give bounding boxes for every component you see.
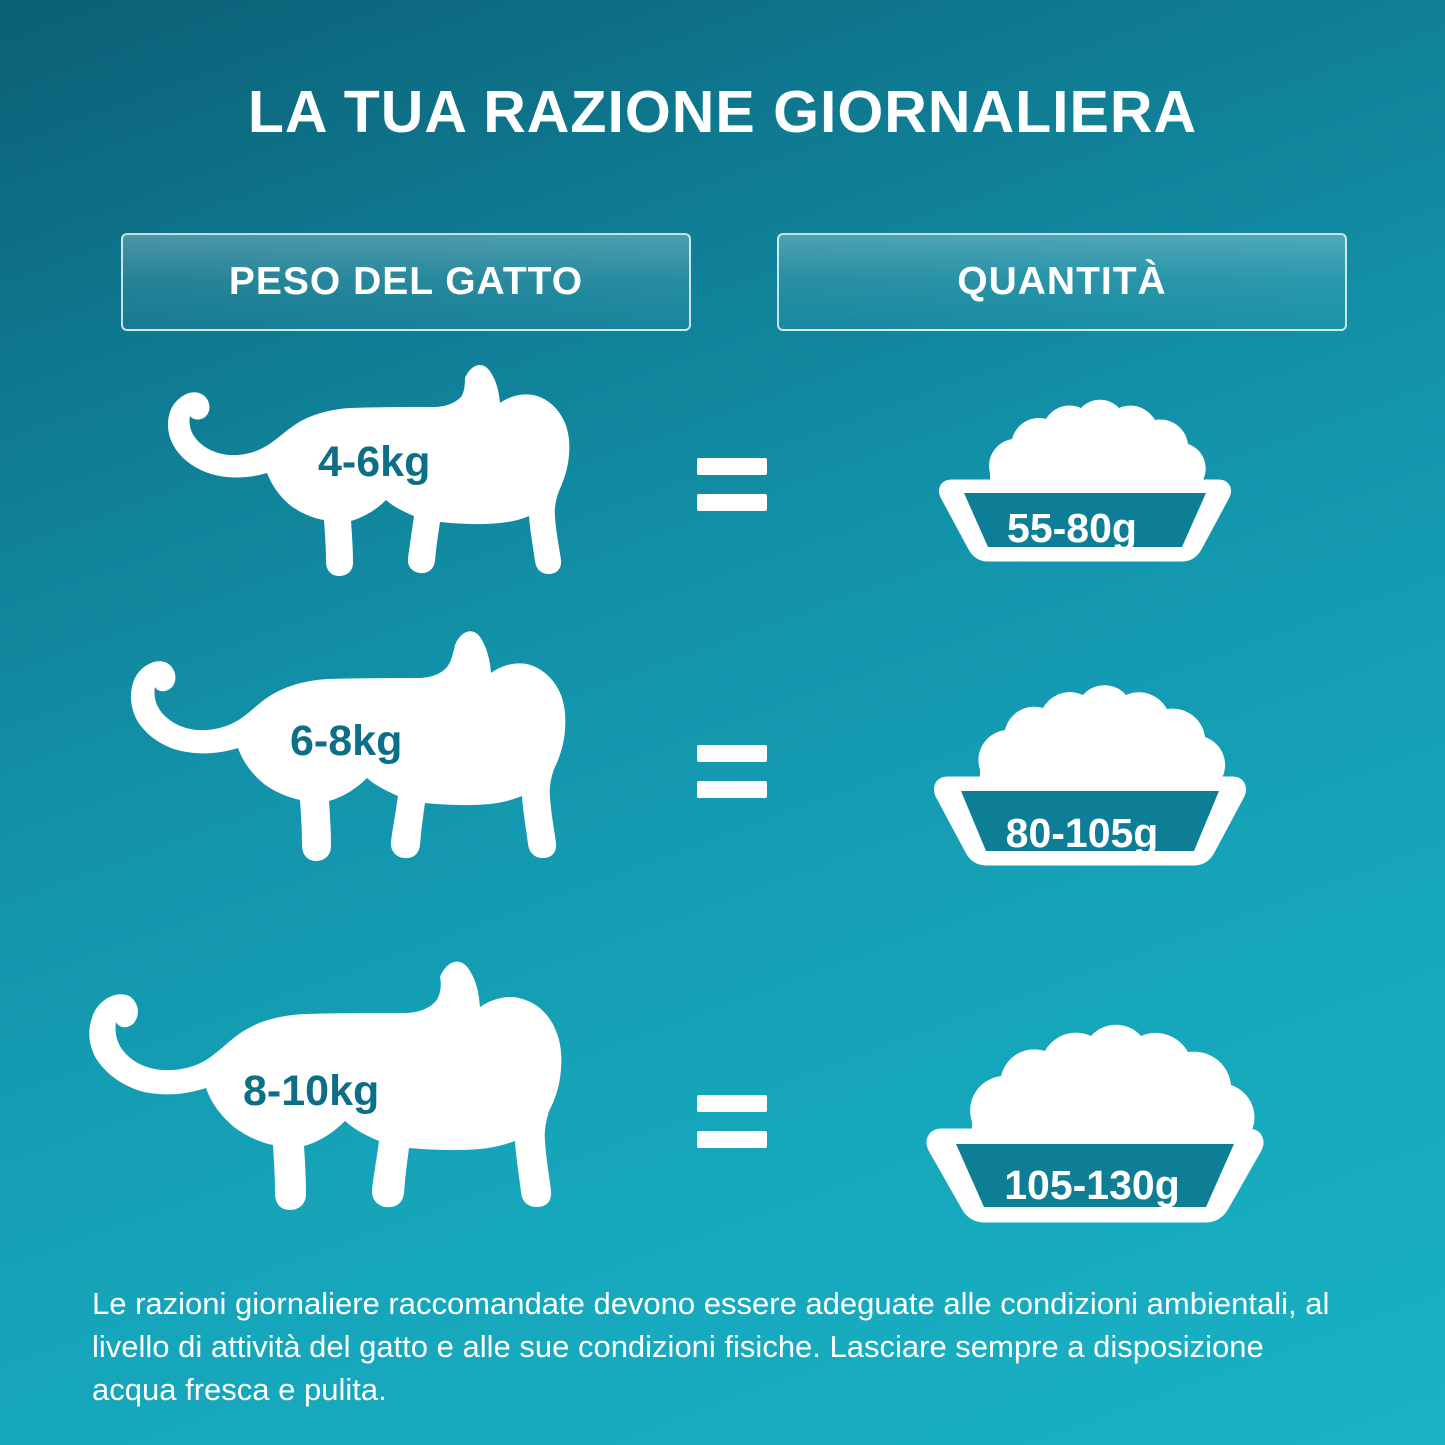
column-header-weight: PESO DEL GATTO bbox=[121, 233, 691, 331]
amount-label: 105-130g bbox=[1004, 1162, 1180, 1208]
food-bowl-icon bbox=[860, 670, 1300, 885]
table-header-row bbox=[0, 233, 1445, 327]
table-row bbox=[0, 625, 1445, 875]
equals-sign bbox=[697, 458, 767, 511]
equals-sign bbox=[697, 745, 767, 798]
food-bowl-icon bbox=[860, 1010, 1320, 1240]
equals-sign bbox=[697, 1095, 767, 1148]
table-row bbox=[0, 955, 1445, 1208]
column-header-amount: QUANTITÀ bbox=[777, 233, 1347, 331]
equals-bar-top bbox=[697, 745, 767, 762]
amount-label: 80-105g bbox=[1005, 810, 1159, 856]
equals-bar-bottom bbox=[697, 494, 767, 511]
cat-weight-label: 8-10kg bbox=[243, 1067, 380, 1115]
equals-bar-top bbox=[697, 458, 767, 475]
equals-bar-bottom bbox=[697, 1131, 767, 1148]
cat-weight-label: 4-6kg bbox=[318, 438, 431, 486]
equals-bar-bottom bbox=[697, 781, 767, 798]
footnote-text: Le razioni giornaliere raccomandate devono essere adeguate alle condizioni ambientali, al livello di attività del gatto e alle sue condizioni fisiche. Lasciare sempre a disposizione acqua fresca e pulita. bbox=[92, 1286, 1330, 1407]
food-bowl-icon bbox=[860, 385, 1280, 585]
page-title: LA TUA RAZIONE GIORNALIERA bbox=[247, 79, 1198, 145]
equals-bar-top bbox=[697, 1095, 767, 1112]
table-row bbox=[0, 360, 1445, 610]
cat-weight-label: 6-8kg bbox=[290, 717, 403, 765]
amount-label: 55-80g bbox=[1007, 505, 1137, 551]
